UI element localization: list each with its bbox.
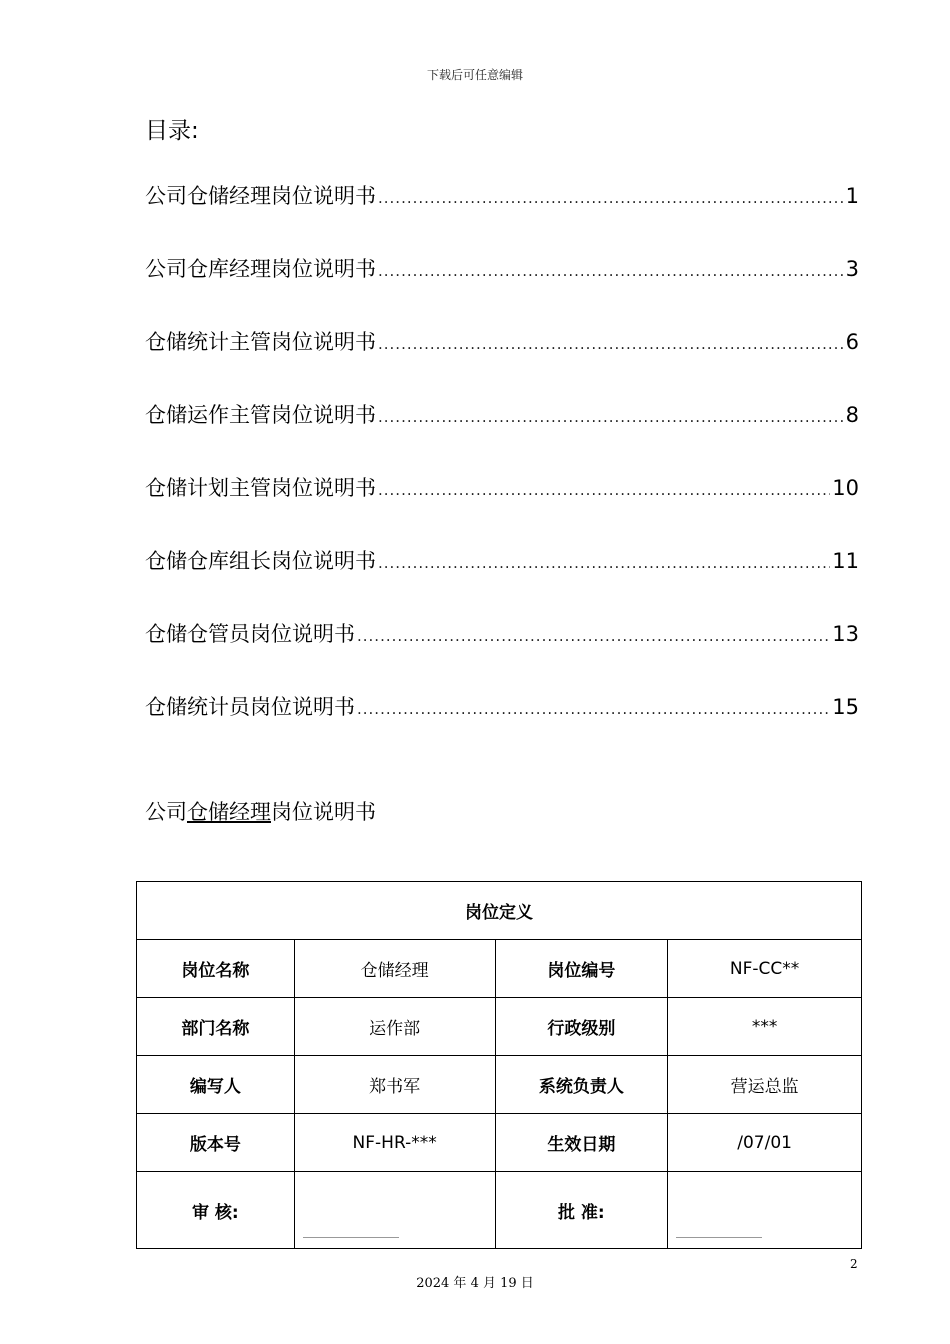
header-note: 下载后可任意编辑: [426, 68, 523, 82]
toc-entry[interactable]: [145, 180, 859, 253]
toc-entry-page: 8: [845, 403, 859, 427]
toc-entry[interactable]: [145, 472, 859, 545]
toc-leader-dots: [378, 408, 844, 426]
table-row: [137, 940, 862, 998]
table-row: [137, 998, 862, 1056]
cell-value: NF-HR-***: [294, 1114, 495, 1172]
table-row: [137, 1172, 862, 1249]
cell-label: 生效日期: [495, 1114, 668, 1172]
section-title-underlined: 仓储经理: [187, 800, 271, 824]
toc-entry-title: 公司仓库经理岗位说明书: [145, 257, 376, 281]
toc-entry-page: 10: [832, 476, 859, 500]
page-number: 2: [850, 1257, 858, 1271]
toc-entry[interactable]: [145, 253, 859, 326]
cell-value: 郑书军: [294, 1056, 495, 1114]
section-title-prefix: 公司: [145, 800, 187, 824]
toc-entry-page: 13: [832, 622, 859, 646]
table-row: [137, 1114, 862, 1172]
toc-entry-title: 仓储计划主管岗位说明书: [145, 476, 376, 500]
review-label: 审 核:: [137, 1172, 295, 1249]
cell-label: 部门名称: [137, 998, 295, 1056]
toc-entry-page: 6: [845, 330, 859, 354]
section-title: [145, 796, 376, 826]
footer-date: 2024 年 4 月 19 日: [416, 1276, 534, 1291]
cell-value: 仓储经理: [294, 940, 495, 998]
signature-line: [676, 1237, 762, 1238]
toc-entry[interactable]: [145, 618, 859, 691]
cell-label: 版本号: [137, 1114, 295, 1172]
table-header: 岗位定义: [137, 882, 862, 940]
toc-entry-title: 仓储运作主管岗位说明书: [145, 403, 376, 427]
toc-leader-dots: [378, 335, 844, 353]
toc-entry-title: 公司仓储经理岗位说明书: [145, 184, 376, 208]
toc-heading: 目录:: [145, 118, 199, 144]
toc-leader-dots: [357, 700, 830, 718]
cell-label: 编写人: [137, 1056, 295, 1114]
section-title-suffix: 岗位说明书: [271, 800, 376, 824]
toc-entry-title: 仓储仓管员岗位说明书: [145, 622, 355, 646]
toc-entry-page: 15: [832, 695, 859, 719]
toc-entry-page: 1: [845, 184, 859, 208]
cell-value: 运作部: [294, 998, 495, 1056]
toc-entry[interactable]: [145, 691, 859, 764]
toc-entry-page: 3: [845, 257, 859, 281]
signature-line: [303, 1237, 399, 1238]
toc-entry[interactable]: [145, 326, 859, 399]
cell-label: 系统负责人: [495, 1056, 668, 1114]
cell-value: 营运总监: [668, 1056, 862, 1114]
review-signature-field[interactable]: [294, 1172, 495, 1249]
toc-leader-dots: [378, 554, 830, 572]
toc-entry-title: 仓储仓库组长岗位说明书: [145, 549, 376, 573]
toc-entry-page: 11: [832, 549, 859, 573]
cell-label: 岗位编号: [495, 940, 668, 998]
toc-entry[interactable]: [145, 399, 859, 472]
approve-label: 批 准:: [495, 1172, 668, 1249]
job-definition-table: [136, 881, 862, 1249]
toc-entry-title: 仓储统计主管岗位说明书: [145, 330, 376, 354]
toc-leader-dots: [378, 262, 844, 280]
toc-entry-title: 仓储统计员岗位说明书: [145, 695, 355, 719]
cell-value: NF-CC**: [668, 940, 862, 998]
approve-signature-field[interactable]: [668, 1172, 862, 1249]
cell-value: ***: [668, 998, 862, 1056]
cell-value: /07/01: [668, 1114, 862, 1172]
toc-leader-dots: [357, 627, 830, 645]
toc-leader-dots: [378, 481, 830, 499]
toc-leader-dots: [378, 189, 844, 207]
cell-label: 岗位名称: [137, 940, 295, 998]
cell-label: 行政级别: [495, 998, 668, 1056]
table-row: [137, 1056, 862, 1114]
toc-entry[interactable]: [145, 545, 859, 618]
toc-list: [145, 180, 859, 764]
